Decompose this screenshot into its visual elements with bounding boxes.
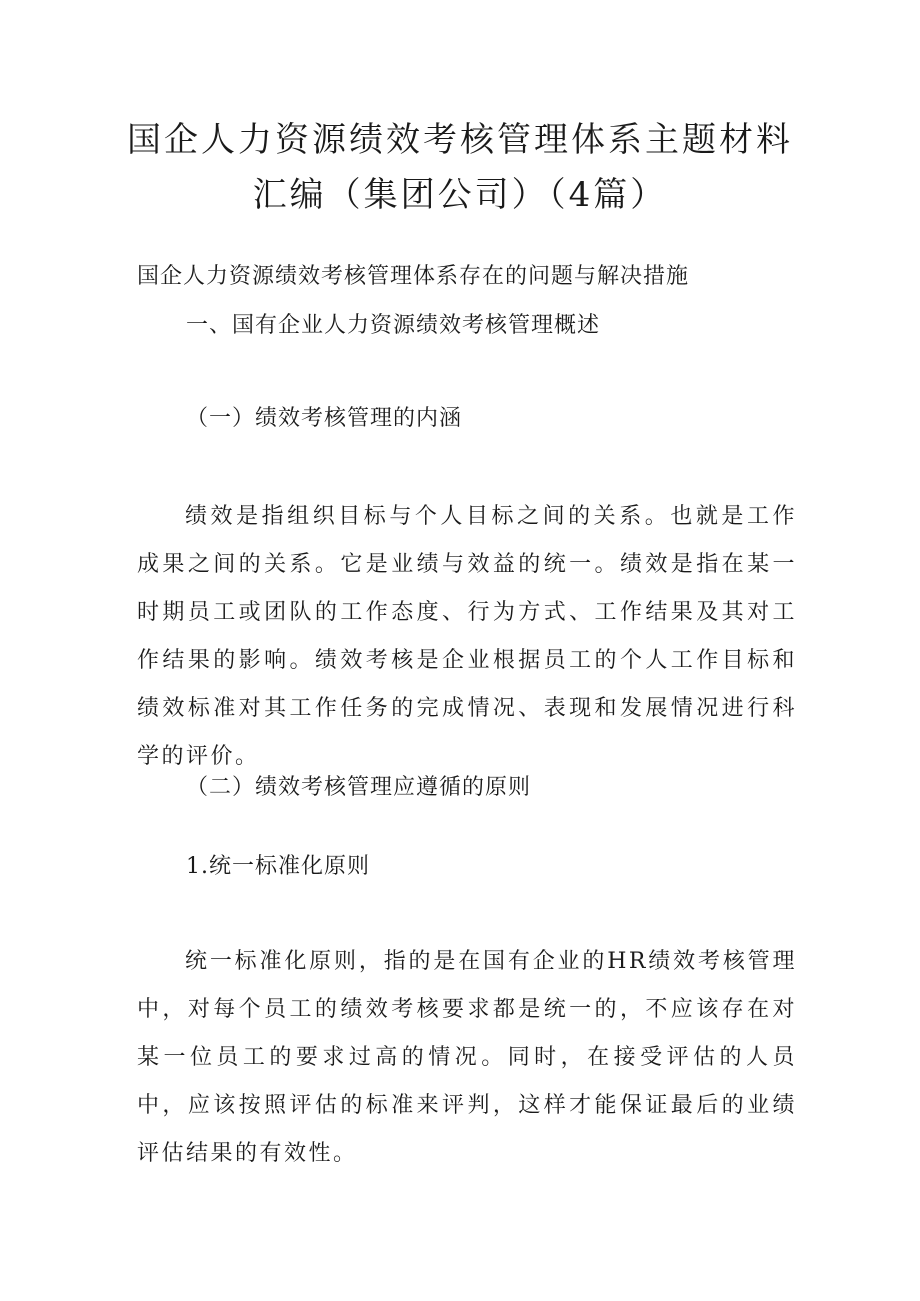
document-subtitle: 国企人力资源绩效考核管理体系存在的问题与解决措施 — [137, 264, 690, 289]
paragraph-connotation: 绩效是指组织目标与个人目标之间的关系。也就是工作成果之间的关系。它是业绩与效益的统一。绩效是指在某一时期员工或团队的工作态度、行为方式、工作结果及其对工作结果的影响。绩效考核是企业根据员工的个人工作目标和绩效标准对其工作任务的完成情况、表现和发展情况进行科学的评价。 — [137, 504, 797, 769]
subsection-heading-connotation: （一）绩效考核管理的内涵 — [186, 406, 463, 431]
document-title-line1: 国企人力资源绩效考核管理体系主题材料 — [127, 120, 793, 160]
paragraph-standardization: 统一标准化原则，指的是在国有企业的HR绩效考核管理中，对每个员工的绩效考核要求都是统一的，不应该存在对某一位员工的要求过高的情况。同时，在接受评估的人员中，应该按照评估的标准来评判，这样才能保证最后的业绩评估结果的有效性。 — [137, 949, 797, 1166]
item-heading-standardization: 1.统一标准化原则 — [186, 854, 370, 879]
section-heading-overview: 一、国有企业人力资源绩效考核管理概述 — [186, 313, 601, 338]
subsection-heading-principles: （二）绩效考核管理应遵循的原则 — [186, 775, 532, 800]
document-title-line2: 汇编（集团公司）（4篇） — [252, 175, 668, 215]
